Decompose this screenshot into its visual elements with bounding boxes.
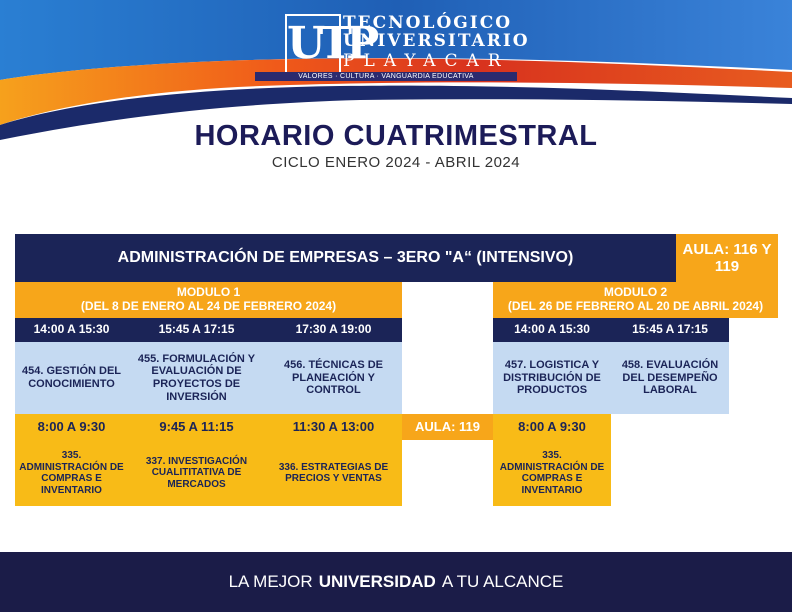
time-slot-morning: 9:45 A 11:15 [128, 414, 265, 440]
time-slot: 14:00 A 15:30 [493, 318, 611, 342]
logo-line-3: PLAYACAR [343, 51, 510, 71]
module-1-title: MODULO 1 [176, 285, 241, 300]
footer-post: A TU ALCANCE [441, 572, 564, 591]
footer-bold: UNIVERSIDAD [318, 572, 436, 591]
university-logo [285, 13, 530, 84]
program-header: ADMINISTRACIÓN DE EMPRESAS – 3ERO "A“ (INTENSIVO) [15, 234, 676, 282]
time-slot-morning: 11:30 A 13:00 [265, 414, 402, 440]
aula-badge-mid: AULA: 119 [402, 414, 493, 440]
time-slot-morning: 8:00 A 9:30 [15, 414, 128, 440]
module-2-dates: (DEL 26 DE FEBRERO AL 20 DE ABRIL 2024) [507, 299, 764, 313]
aula-badge-top: AULA: 116 Y 119 [676, 234, 778, 282]
subject-cell-morning: 335. ADMINISTRACIÓN DE COMPRAS E INVENTARIO [15, 440, 128, 506]
subject-cell: 456. TÉCNICAS DE PLANEACIÓN Y CONTROL [265, 342, 402, 414]
logo-monogram: UTP [285, 14, 341, 74]
module-2-title: MODULO 2 [603, 285, 668, 300]
footer-pre: LA MEJOR [228, 572, 313, 591]
subject-cell-morning: 335. ADMINISTRACIÓN DE COMPRAS E INVENTARIO [493, 440, 611, 506]
time-slot: 15:45 A 17:15 [611, 318, 729, 342]
page-title: HORARIO CUATRIMESTRAL [194, 120, 598, 152]
subject-cell: 455. FORMULACIÓN Y EVALUACIÓN DE PROYECTOS DE INVERSIÓN [128, 342, 265, 414]
time-slot: 15:45 A 17:15 [128, 318, 265, 342]
time-slot-morning: 8:00 A 9:30 [493, 414, 611, 440]
subject-cell: 454. GESTIÓN DEL CONOCIMIENTO [15, 342, 128, 414]
subject-cell-morning: 336. ESTRATEGIAS DE PRECIOS Y VENTAS [265, 440, 402, 506]
module-1-header [15, 282, 402, 318]
subject-cell: 458. EVALUACIÓN DEL DESEMPEÑO LABORAL [611, 342, 729, 414]
logo-tagline: VALORES · CULTURA · VANGUARDIA EDUCATIVA [255, 72, 517, 81]
time-slot: 17:30 A 19:00 [265, 318, 402, 342]
time-slot: 14:00 A 15:30 [15, 318, 128, 342]
logo-line-1: TECNOLÓGICO [343, 13, 513, 33]
footer-slogan [0, 552, 792, 612]
logo-line-2: UNIVERSITARIO [343, 31, 530, 51]
page-subtitle: CICLO ENERO 2024 - ABRIL 2024 [271, 154, 521, 171]
module-1-dates: (DEL 8 DE ENERO AL 24 DE FEBRERO 2024) [80, 299, 337, 313]
subject-cell-morning: 337. INVESTIGACIÓN CUALITITATIVA DE MERCADOS [128, 440, 265, 506]
subject-cell: 457. LOGISTICA Y DISTRIBUCIÓN DE PRODUCTOS [493, 342, 611, 414]
module-2-header [493, 282, 778, 318]
